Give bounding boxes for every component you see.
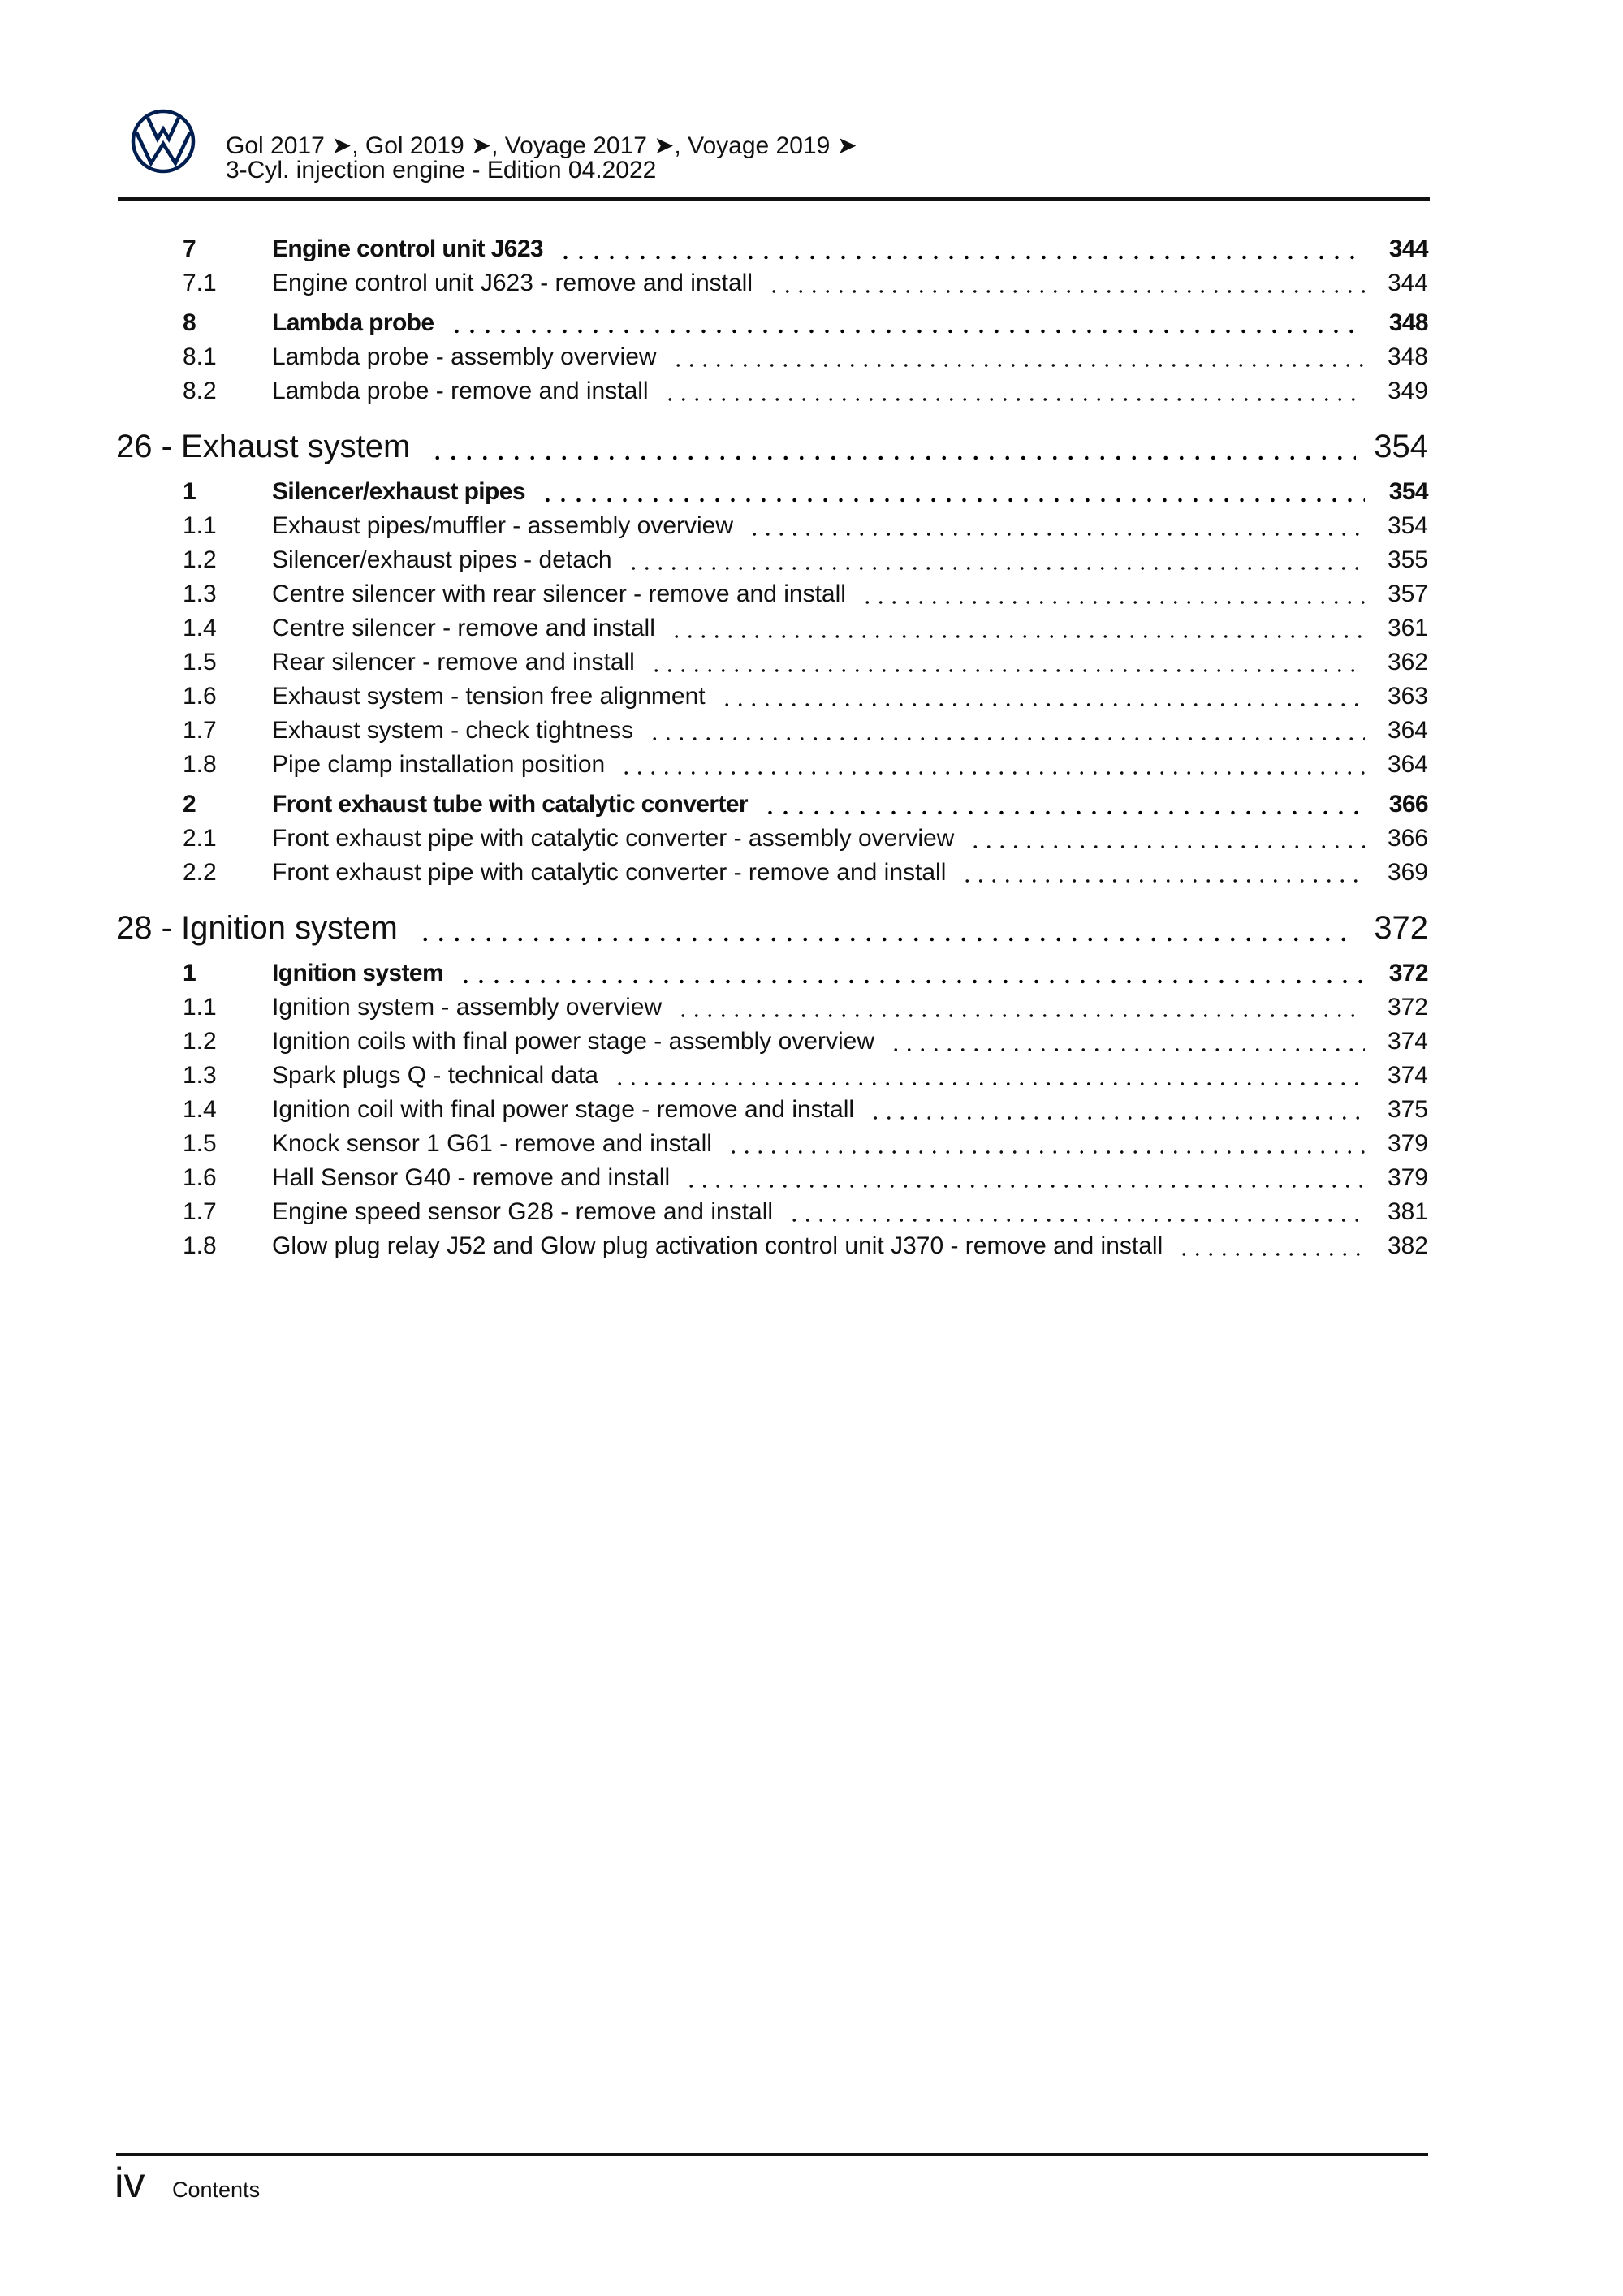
- toc-entry-page[interactable]: 354: [1388, 478, 1428, 505]
- toc-entry-page[interactable]: 374: [1387, 1028, 1428, 1055]
- dot-leader: [671, 363, 1365, 368]
- toc-entry-page[interactable]: 354: [1374, 429, 1428, 464]
- toc-chapter[interactable]: [116, 426, 1428, 467]
- toc-entry[interactable]: [116, 714, 1428, 748]
- dot-leader: [558, 255, 1365, 260]
- toc-entry[interactable]: [116, 1059, 1428, 1093]
- toc-entry[interactable]: [116, 645, 1428, 680]
- toc-entry-page[interactable]: 372: [1388, 960, 1428, 986]
- toc-entry-page[interactable]: 357: [1387, 580, 1428, 607]
- dot-leader: [861, 600, 1365, 605]
- toc-entry-number: 1.7: [183, 1198, 217, 1225]
- toc-entry-title[interactable]: Lambda probe - assembly overview: [272, 343, 657, 370]
- toc-section[interactable]: [116, 788, 1428, 822]
- dot-leader: [1177, 1252, 1365, 1257]
- toc-entry-title[interactable]: Engine speed sensor G28 - remove and install: [272, 1198, 774, 1225]
- toc-entry-page[interactable]: 363: [1387, 683, 1428, 710]
- toc-entry-number: 1: [183, 960, 196, 986]
- toc-entry-title[interactable]: Engine control unit J623: [272, 235, 543, 262]
- dot-leader: [869, 1116, 1365, 1120]
- toc-entry-title[interactable]: Silencer/exhaust pipes: [272, 478, 525, 505]
- dot-leader: [762, 810, 1365, 815]
- toc-entry-title[interactable]: 26 - Exhaust system: [116, 429, 411, 464]
- toc-entry-page[interactable]: 369: [1387, 859, 1428, 886]
- toc-entry-number: 7.1: [183, 270, 217, 296]
- toc-entry-title[interactable]: Front exhaust pipe with catalytic converter - remove and install: [272, 859, 947, 886]
- dot-leader: [619, 770, 1365, 775]
- toc-entry-page[interactable]: 344: [1388, 235, 1428, 262]
- toc-entry-page[interactable]: 379: [1387, 1130, 1428, 1157]
- toc-section[interactable]: [116, 475, 1428, 509]
- dot-leader: [429, 455, 1356, 460]
- toc-entry-title[interactable]: Exhaust system - check tightness: [272, 717, 634, 744]
- toc-entry[interactable]: [116, 1195, 1428, 1229]
- toc-entry-title[interactable]: Exhaust pipes/muffler - assembly overview: [272, 512, 734, 539]
- toc-entry[interactable]: [116, 509, 1428, 543]
- toc-entry-title[interactable]: Glow plug relay J52 and Glow plug activation control unit J370 - remove and install: [272, 1232, 1163, 1259]
- footer-section-label: Contents: [172, 2177, 261, 2202]
- toc-entry-number: 1.7: [183, 717, 217, 744]
- toc-entry-number: 8: [183, 309, 196, 336]
- toc-entry-title[interactable]: 28 - Ignition system: [116, 910, 398, 946]
- toc-entry-title[interactable]: Hall Sensor G40 - remove and install: [272, 1164, 671, 1191]
- toc-entry-title[interactable]: Ignition coil with final power stage - remove and install: [272, 1096, 855, 1123]
- toc-entry-page[interactable]: 354: [1387, 512, 1428, 539]
- toc-entry-page[interactable]: 344: [1387, 270, 1428, 296]
- toc-entry-title[interactable]: Ignition system - assembly overview: [272, 994, 663, 1021]
- footer-divider: [116, 2153, 1428, 2156]
- toc-entry-number: 1.4: [183, 1096, 217, 1123]
- toc-entry-title[interactable]: Ignition coils with final power stage - assembly overview: [272, 1028, 874, 1055]
- dot-leader: [627, 566, 1365, 571]
- toc-entry-page[interactable]: 364: [1387, 717, 1428, 744]
- toc-entry-number: 1.2: [183, 1028, 217, 1055]
- dot-leader: [960, 878, 1365, 883]
- header-engine-edition: 3-Cyl. injection engine - Edition 04.2022: [226, 157, 657, 183]
- toc-entry-title[interactable]: Centre silencer with rear silencer - remove and install: [272, 580, 846, 607]
- toc-entry-number: 8.1: [183, 343, 217, 370]
- toc-entry-number: 2.1: [183, 825, 217, 852]
- toc-entry-number: 1.6: [183, 1164, 217, 1191]
- dot-leader: [720, 702, 1365, 707]
- toc-entry-page[interactable]: 374: [1387, 1062, 1428, 1089]
- header-vehicle-models: Gol 2017 ➤, Gol 2019 ➤, Voyage 2017 ➤, Voyage 2019 ➤: [226, 132, 857, 159]
- dot-leader: [648, 736, 1365, 741]
- toc-entry-title[interactable]: Exhaust system - tension free alignment: [272, 683, 706, 710]
- toc-entry[interactable]: [116, 611, 1428, 645]
- toc-entry-page[interactable]: 379: [1387, 1164, 1428, 1191]
- toc-entry[interactable]: [116, 748, 1428, 782]
- toc-entry-page[interactable]: 355: [1387, 546, 1428, 573]
- dot-leader: [670, 634, 1365, 639]
- toc-entry-number: 1.3: [183, 1062, 217, 1089]
- dot-leader: [650, 668, 1365, 673]
- toc-entry-number: 1.5: [183, 1130, 217, 1157]
- toc-entry[interactable]: [116, 1127, 1428, 1161]
- toc-entry-page[interactable]: 348: [1387, 343, 1428, 370]
- dot-leader: [449, 329, 1366, 334]
- dot-leader: [889, 1047, 1365, 1052]
- toc-entry[interactable]: [116, 577, 1428, 611]
- dot-leader: [684, 1184, 1365, 1189]
- toc-entry-title[interactable]: Pipe clamp installation position: [272, 751, 606, 778]
- toc-entry[interactable]: [116, 822, 1428, 856]
- toc-entry-title[interactable]: Centre silencer - remove and install: [272, 615, 655, 641]
- toc-entry-title[interactable]: Lambda probe: [272, 309, 434, 336]
- toc-entry-number: 1.8: [183, 751, 217, 778]
- toc-entry-number: 1.1: [183, 994, 217, 1021]
- toc-entry-page[interactable]: 382: [1387, 1232, 1428, 1259]
- toc-entry-title[interactable]: Engine control unit J623 - remove and install: [272, 270, 753, 296]
- dot-leader: [417, 937, 1356, 942]
- toc-entry-title[interactable]: Knock sensor 1 G61 - remove and install: [272, 1130, 712, 1157]
- dot-leader: [969, 844, 1365, 849]
- toc-entry-number: 1.2: [183, 546, 217, 573]
- toc-entry[interactable]: [116, 680, 1428, 714]
- toc-section[interactable]: [116, 306, 1428, 340]
- dot-leader: [748, 532, 1365, 537]
- footer-page-number: iv: [114, 2160, 145, 2207]
- toc-entry[interactable]: [116, 1025, 1428, 1059]
- toc-entry-page[interactable]: 375: [1387, 1096, 1428, 1123]
- toc-entry-number: 2: [183, 791, 196, 818]
- toc-entry-page[interactable]: 349: [1387, 378, 1428, 404]
- dot-leader: [613, 1081, 1365, 1086]
- toc-entry-title[interactable]: Ignition system: [272, 960, 444, 986]
- dot-leader: [458, 979, 1365, 984]
- toc-section[interactable]: [116, 232, 1428, 266]
- toc-entry[interactable]: [116, 543, 1428, 577]
- toc-entry-title[interactable]: Rear silencer - remove and install: [272, 649, 635, 675]
- toc-entry[interactable]: [116, 856, 1428, 890]
- dot-leader: [727, 1150, 1365, 1154]
- toc-entry-page[interactable]: 372: [1374, 910, 1428, 946]
- dot-leader: [540, 498, 1365, 503]
- toc-entry-page[interactable]: 372: [1387, 994, 1428, 1021]
- dot-leader: [788, 1218, 1365, 1223]
- toc-entry-page[interactable]: 348: [1388, 309, 1428, 336]
- toc-entry-number: 1.4: [183, 615, 217, 641]
- toc-entry-title[interactable]: Spark plugs Q - technical data: [272, 1062, 598, 1089]
- toc-entry[interactable]: [116, 1093, 1428, 1127]
- toc-entry-number: 1: [183, 478, 196, 505]
- toc-entry-page[interactable]: 366: [1387, 825, 1428, 852]
- toc-entry-number: 1.8: [183, 1232, 217, 1259]
- dot-leader: [663, 397, 1365, 402]
- toc-entry[interactable]: [116, 1229, 1428, 1263]
- toc-chapter[interactable]: [116, 908, 1428, 948]
- toc-entry-page[interactable]: 361: [1387, 615, 1428, 641]
- toc-entry-title[interactable]: Lambda probe - remove and install: [272, 378, 649, 404]
- toc-entry-number: 7: [183, 235, 196, 262]
- toc-entry-number: 1.6: [183, 683, 217, 710]
- toc-entry-page[interactable]: 366: [1388, 791, 1428, 818]
- toc-entry-number: 1.5: [183, 649, 217, 675]
- toc-entry-number: 1.1: [183, 512, 217, 539]
- toc-entry-page[interactable]: 364: [1387, 751, 1428, 778]
- toc-entry-number: 8.2: [183, 378, 217, 404]
- toc-entry[interactable]: [116, 990, 1428, 1025]
- dot-leader: [767, 289, 1365, 294]
- toc-entry-title[interactable]: Front exhaust pipe with catalytic converter - assembly overview: [272, 825, 955, 852]
- toc-entry[interactable]: [116, 1161, 1428, 1195]
- toc-entry[interactable]: [116, 266, 1428, 300]
- toc-entry-title[interactable]: Front exhaust tube with catalytic converter: [272, 791, 749, 818]
- toc-entry-number: 2.2: [183, 859, 217, 886]
- toc-section[interactable]: [116, 956, 1428, 990]
- toc-entry-number: 1.3: [183, 580, 217, 607]
- toc-entry[interactable]: [116, 340, 1428, 374]
- dot-leader: [676, 1013, 1365, 1018]
- toc-entry-page[interactable]: 381: [1387, 1198, 1428, 1225]
- toc-entry-title[interactable]: Silencer/exhaust pipes - detach: [272, 546, 612, 573]
- toc-entry[interactable]: [116, 374, 1428, 408]
- toc-entry-page[interactable]: 362: [1387, 649, 1428, 675]
